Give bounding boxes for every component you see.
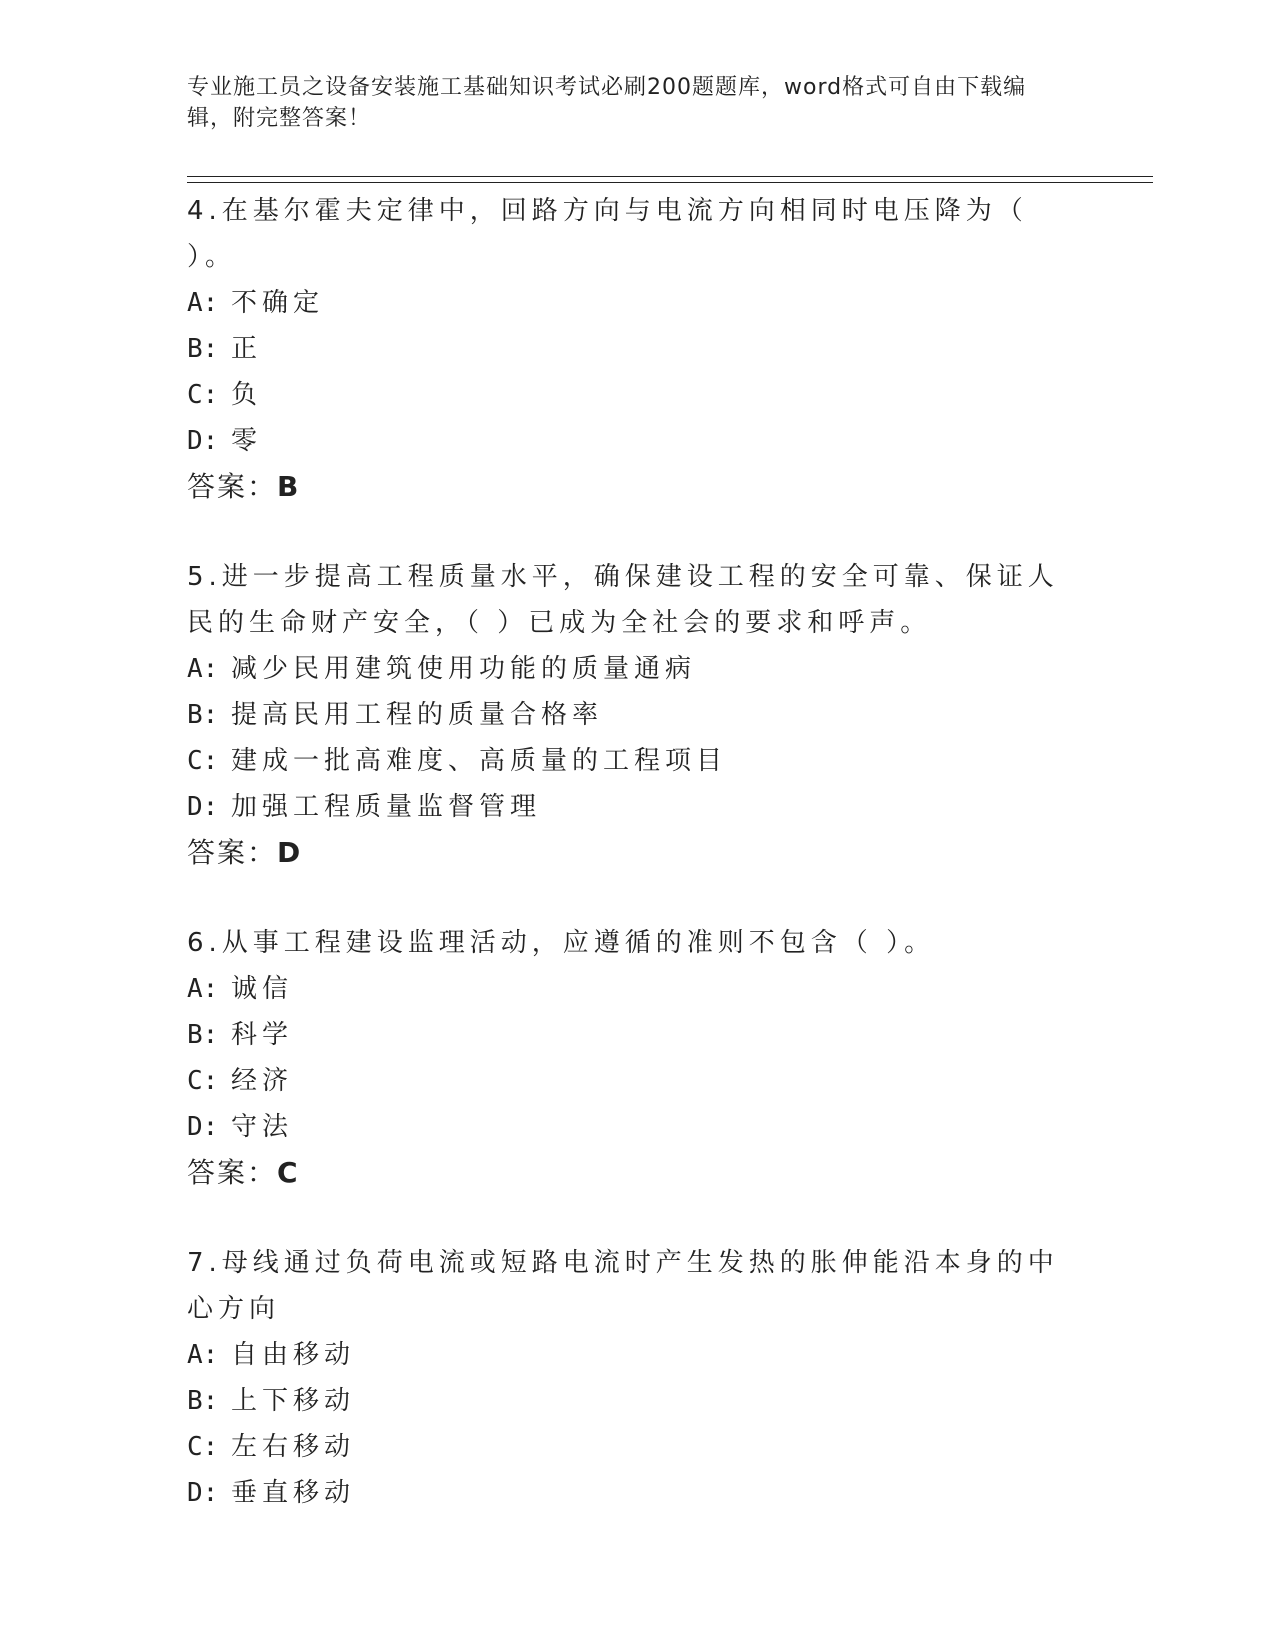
spacer — [187, 1196, 1067, 1240]
question-4 — [187, 188, 1067, 510]
option-letter: B: — [187, 334, 219, 364]
option-b — [187, 1378, 1067, 1424]
option-letter: D: — [187, 426, 219, 456]
option-text: 零 — [231, 426, 263, 456]
option-d — [187, 784, 1067, 830]
option-c — [187, 1424, 1067, 1470]
question-text: 4.在基尔霍夫定律中，回路方向与电流方向相同时电压降为（ ）。 — [187, 196, 1028, 272]
option-a — [187, 280, 1067, 326]
option-text: 垂直移动 — [231, 1478, 356, 1508]
option-text: 科学 — [231, 1020, 294, 1050]
option-letter: B: — [187, 1386, 219, 1416]
header-divider-top — [187, 176, 1153, 177]
answer-value: D — [277, 836, 303, 869]
option-letter: A: — [187, 654, 219, 684]
option-c — [187, 738, 1067, 784]
header-divider-bottom — [187, 182, 1153, 183]
answer-label: 答案： — [187, 470, 278, 503]
option-letter: C: — [187, 1066, 219, 1096]
header-title: 专业施工员之设备安装施工基础知识考试必刷200题题库，word格式可自由下载编辑，附完整答案！ — [187, 75, 1027, 131]
question-list — [187, 188, 1067, 1516]
option-c — [187, 1058, 1067, 1104]
option-text: 诚信 — [231, 974, 294, 1004]
option-letter: B: — [187, 700, 219, 730]
option-text: 自由移动 — [231, 1340, 356, 1370]
option-b — [187, 692, 1067, 738]
spacer — [187, 510, 1067, 554]
option-text: 守法 — [231, 1112, 294, 1142]
option-b — [187, 1012, 1067, 1058]
option-letter: D: — [187, 792, 219, 822]
option-a — [187, 966, 1067, 1012]
answer-line — [187, 1150, 1067, 1196]
answer-line — [187, 464, 1067, 510]
option-letter: B: — [187, 1020, 219, 1050]
spacer — [187, 876, 1067, 920]
option-letter: A: — [187, 288, 219, 318]
option-text: 上下移动 — [231, 1386, 356, 1416]
option-letter: C: — [187, 1432, 219, 1462]
answer-label: 答案： — [187, 1156, 278, 1189]
option-letter: A: — [187, 974, 219, 1004]
option-letter: D: — [187, 1478, 219, 1508]
document-header — [187, 72, 1067, 134]
option-a — [187, 1332, 1067, 1378]
option-d — [187, 418, 1067, 464]
option-text: 负 — [231, 380, 263, 410]
option-text: 左右移动 — [231, 1432, 356, 1462]
option-d — [187, 1470, 1067, 1516]
question-text: 7.母线通过负荷电流或短路电流时产生发热的胀伸能沿本身的中心方向 — [187, 1248, 1059, 1324]
question-text: 5.进一步提高工程质量水平，确保建设工程的安全可靠、保证人民的生命财产安全，（ ）已成为全社会的要求和呼声。 — [187, 562, 1059, 638]
option-a — [187, 646, 1067, 692]
answer-label: 答案： — [187, 836, 278, 869]
answer-value: C — [277, 1156, 300, 1189]
option-c — [187, 372, 1067, 418]
option-text: 建成一批高难度、高质量的工程项目 — [231, 746, 728, 776]
option-text: 提高民用工程的质量合格率 — [231, 700, 604, 730]
option-text: 减少民用建筑使用功能的质量通病 — [231, 654, 697, 684]
option-letter: D: — [187, 1112, 219, 1142]
option-letter: C: — [187, 380, 219, 410]
question-text: 6.从事工程建设监理活动，应遵循的准则不包含（ ）。 — [187, 928, 936, 958]
question-6 — [187, 920, 1067, 1196]
option-b — [187, 326, 1067, 372]
option-text: 正 — [231, 334, 263, 364]
answer-value: B — [277, 470, 301, 503]
option-d — [187, 1104, 1067, 1150]
question-5 — [187, 554, 1067, 876]
question-7 — [187, 1240, 1067, 1516]
option-text: 经济 — [231, 1066, 294, 1096]
option-text: 加强工程质量监督管理 — [231, 792, 542, 822]
answer-line — [187, 830, 1067, 876]
option-text: 不确定 — [231, 288, 325, 318]
option-letter: A: — [187, 1340, 219, 1370]
option-letter: C: — [187, 746, 219, 776]
